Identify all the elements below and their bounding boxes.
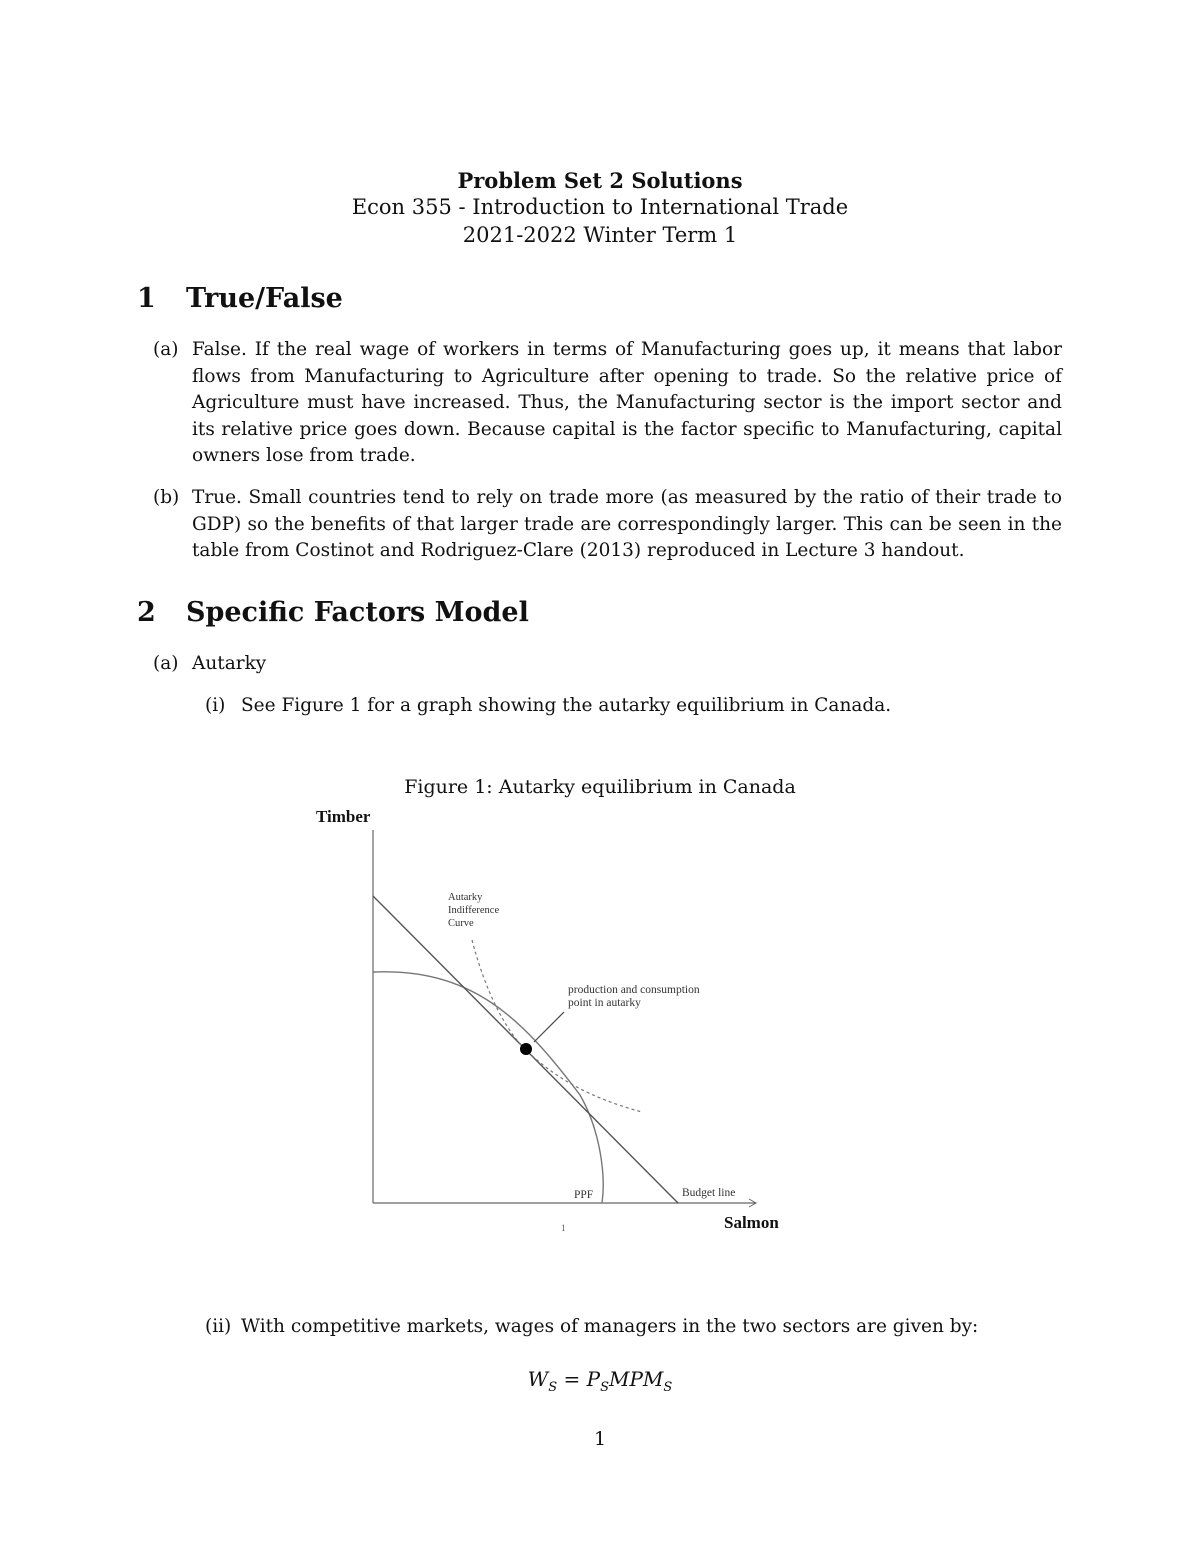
term-name: 2021-2022 Winter Term 1 (462, 223, 738, 247)
section-2-title: Specific Factors Model (186, 597, 529, 628)
budget-line-label: Budget line (682, 1187, 736, 1199)
tf-item-a-label: (a) (153, 339, 179, 360)
ppf-label: PPF (574, 1189, 594, 1201)
sub-item-i (205, 693, 1065, 719)
tf-item-b-label: (b) (153, 487, 180, 508)
section-2-heading (137, 597, 529, 628)
autarky-equilibrium-point (520, 1043, 532, 1055)
y-axis-label: Timber (316, 807, 371, 826)
sub-item-ii-text: With competitive markets, wages of managers in the two sectors are given by: (241, 1316, 979, 1337)
tf-item-a-text: False. If the real wage of workers in terms of Manufacturing goes up, it means that labor flows from Manufacturing to Agriculture after opening to trade. So the relative price of Agriculture must have increased. Thus, the Manufacturing sector is the import sector and its relative price goes down. Because capital is the factor specific to Manufacturing, capital owners lose from trade. (192, 339, 1062, 466)
section-1-title: True/False (186, 283, 343, 314)
figure-caption: Figure 1: Autarky equilibrium in Canada (404, 776, 796, 798)
page-number: 1 (593, 1428, 607, 1450)
part-a-label: (a) (153, 653, 179, 674)
point-label-pointer (534, 1012, 564, 1042)
indifference-curve (472, 940, 642, 1112)
figure-inner-page-mark: 1 (561, 1223, 566, 1233)
tf-item-b (153, 485, 1062, 565)
wage-formula: $W_S = P_SMPM_S$ (527, 1367, 673, 1395)
section-2-number: 2 (137, 597, 156, 628)
equilibrium-point-label: production and consumption point in autarky (568, 984, 700, 1009)
sub-item-i-label: (i) (205, 695, 226, 716)
sub-item-i-text: See Figure 1 for a graph showing the autarky equilibrium in Canada. (241, 695, 892, 716)
part-a-text: Autarky (192, 653, 267, 674)
course-name: Econ 355 - Introduction to International Trade (351, 195, 849, 219)
indifference-curve-label: Autarky Indifference Curve (448, 892, 500, 929)
section-1-heading (137, 283, 343, 314)
tf-item-b-text: True. Small countries tend to rely on trade more (as measured by the ratio of their trade to GDP) so the benefits of that larger trade are correspondingly larger. This can be seen in the table from Costinot and Rodriguez-Clare (2013) reproduced in Lecture 3 handout. (192, 487, 1062, 561)
part-a-autarky (153, 651, 1062, 678)
sub-item-ii (205, 1314, 1065, 1340)
document-title: Problem Set 2 Solutions (457, 168, 743, 193)
tf-item-a (153, 337, 1062, 470)
section-1-number: 1 (137, 283, 156, 314)
x-axis-label: Salmon (724, 1213, 779, 1232)
autarky-figure (300, 800, 820, 1240)
sub-item-ii-label: (ii) (205, 1316, 232, 1337)
